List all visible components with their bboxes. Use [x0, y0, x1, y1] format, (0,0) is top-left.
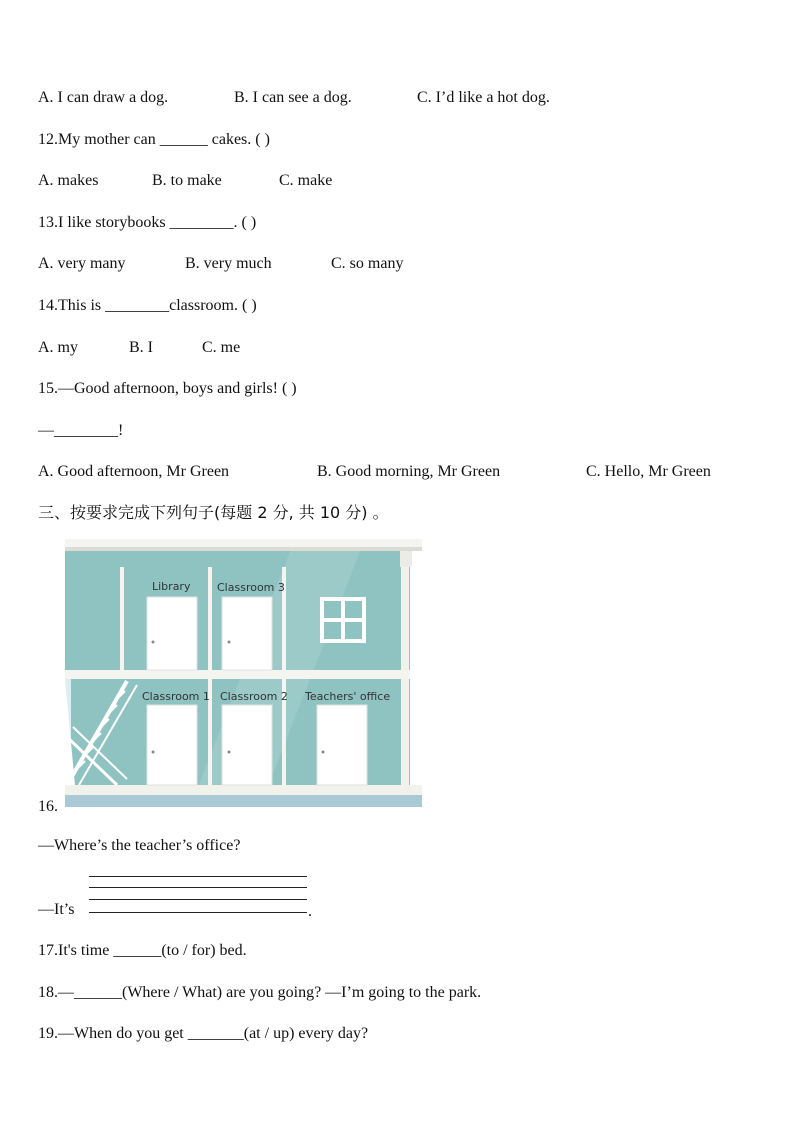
q12-option-a: A. makes [38, 172, 99, 189]
answer-line-2 [89, 887, 307, 888]
school-building-illustration [65, 539, 422, 807]
floor-divider [65, 670, 410, 679]
teachers-office-door [317, 705, 367, 785]
q14-option-b: B. I [129, 339, 153, 356]
q18-question: 18.—______(Where / What) are you going? —I’m going to the park. [38, 984, 482, 1001]
q16-answer-end: . [308, 903, 312, 920]
q11-option-c: C. I’d like a hot dog. [417, 89, 550, 106]
label-classroom-2: Classroom 2 [220, 690, 288, 703]
q19-question: 19.—When do you get _______(at / up) every day? [38, 1025, 369, 1042]
q14-question: 14.This is ________classroom. ( ) [38, 297, 257, 314]
q13-question: 13.I like storybooks ________. ( ) [38, 214, 257, 231]
q14-option-c: C. me [202, 339, 241, 356]
q13-option-c: C. so many [331, 255, 404, 272]
label-library: Library [152, 580, 191, 593]
classroom-1-door [147, 705, 197, 785]
section-3-heading: 三、按要求完成下列句子(每题 2 分, 共 10 分) 。 [38, 503, 389, 522]
q15-option-b: B. Good morning, Mr Green [317, 463, 501, 480]
q12-question: 12.My mother can ______ cakes. ( ) [38, 131, 270, 148]
q11-option-b: B. I can see a dog. [234, 89, 352, 106]
label-teachers-office: Teachers' office [305, 690, 391, 703]
library-door [147, 597, 197, 670]
q11-option-a: A. I can draw a dog. [38, 89, 169, 106]
q15-option-a: A. Good afternoon, Mr Green [38, 463, 230, 480]
classroom-2-door [222, 705, 272, 785]
bottom-band [65, 785, 422, 795]
q13-option-a: A. very many [38, 255, 126, 272]
q14-option-a: A. my [38, 339, 78, 356]
q16-answer-prefix: —It’s [38, 901, 75, 918]
q16-question: —Where’s the teacher’s office? [38, 837, 241, 854]
label-classroom-3: Classroom 3 [217, 581, 285, 594]
building-svg [65, 539, 422, 807]
answer-line-3 [89, 899, 307, 900]
q17-question: 17.It's time ______(to / for) bed. [38, 942, 247, 959]
q15-reply: —________! [38, 422, 124, 439]
q16-number: 16. [38, 798, 58, 815]
q15-option-c: C. Hello, Mr Green [586, 463, 711, 480]
label-classroom-1: Classroom 1 [142, 690, 210, 703]
q13-option-b: B. very much [185, 255, 272, 272]
q12-option-b: B. to make [152, 172, 222, 189]
classroom-3-door [222, 597, 272, 670]
q15-question: 15.—Good afternoon, boys and girls! ( ) [38, 380, 297, 397]
q12-option-c: C. make [279, 172, 333, 189]
top-cornice [65, 539, 422, 547]
right-pillar [401, 567, 409, 794]
answer-line-4 [89, 912, 307, 913]
answer-line-1 [89, 876, 307, 877]
